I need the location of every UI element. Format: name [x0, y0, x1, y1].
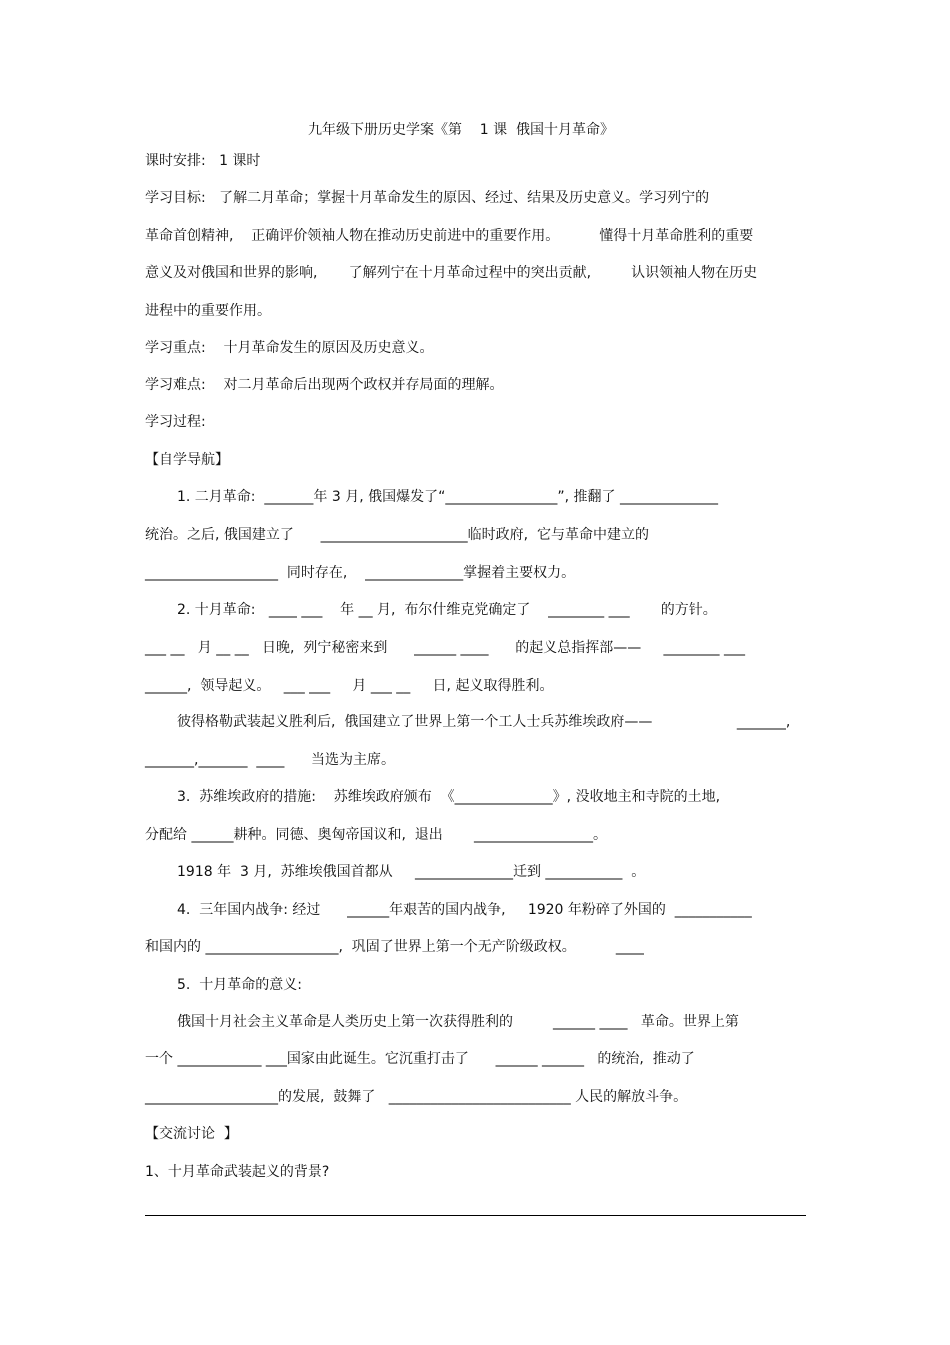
self-study-heading: 【自学导航】 [145, 452, 229, 468]
item-5-heading: 5. 十月革命的意义: [177, 977, 302, 993]
item-4-line-2: 和国内的 ___________________, 巩固了世界上第一个无产阶级政权。 ____ [145, 939, 644, 955]
key-point-line: 学习重点: 十月革命发生的原因及历史意义。 [145, 340, 434, 356]
item-1-line-2: 统治。之后, 俄国建立了 _____________________临时政府, 它与革命中建立的 [145, 527, 649, 543]
item-3-line-3: 1918 年 3 月, 苏维埃俄国首都从 ______________迁到 ___________ 。 [177, 864, 646, 880]
item-5-line-1: 俄国十月社会主义革命是人类历史上第一次获得胜利的 ______ ____ 革命。世界上第 [177, 1014, 739, 1030]
item-3-line-2: 分配给 ______耕种。同德、奥匈帝国议和, 退出 _________________。 [145, 827, 607, 843]
item-5-line-3: ___________________的发展, 鼓舞了 __________________________ 人民的解放斗争。 [145, 1089, 688, 1105]
objective-line-2: 革命首创精神, 正确评价领袖人物在推动历史前进中的重要作用。 懂得十月革命胜利的重要 [145, 228, 754, 244]
discussion-question-1: 1、十月革命武装起义的背景? [145, 1164, 330, 1180]
item-2-line-5: _______,_______ ____ 当选为主席。 [145, 752, 396, 768]
item-2-line-4: 彼得格勒武装起义胜利后, 俄国建立了世界上第一个工人士兵苏维埃政府—— _______, [177, 714, 791, 730]
process-heading: 学习过程: [145, 414, 206, 430]
answer-line [145, 1215, 806, 1216]
objective-line-4: 进程中的重要作用。 [145, 303, 271, 319]
objective-line-1: 学习目标: 了解二月革命；掌握十月革命发生的原因、经过、结果及历史意义。学习列宁的 [145, 190, 710, 206]
item-2-line-3: ______, 领导起义。 ___ ___ 月 ___ __ 日, 起义取得胜利。 [145, 678, 554, 694]
page-title: 九年级下册历史学案《第 1 课 俄国十月革命》 [308, 122, 615, 138]
discussion-heading: 【交流讨论 】 [145, 1126, 238, 1142]
lesson-time-line: 课时安排: 1 课时 [145, 153, 261, 169]
item-3-line-1: 3. 苏维埃政府的措施: 苏维埃政府颁布 《______________》, 没收地主和寺院的土地, [177, 789, 721, 805]
item-1-line-1: 1. 二月革命: _______年 3 月, 俄国爆发了“________________”, 推翻了 ______________ [177, 489, 718, 505]
objective-line-3: 意义及对俄国和世界的影响, 了解列宁在十月革命过程中的突出贡献, 认识领袖人物在历史 [145, 265, 758, 281]
item-4-line-1: 4. 三年国内战争: 经过 ______年艰苦的国内战争, 1920 年粉碎了外国的 ___________ [177, 902, 752, 918]
item-2-line-1: 2. 十月革命: ____ ___ 年 __ 月, 布尔什维克党确定了 ________ ___ 的方针。 [177, 602, 717, 618]
item-2-line-2: ___ __ 月 __ __ 日晚, 列宁秘密来到 ______ ____ 的起义总指挥部—— ________ ___ [145, 640, 745, 656]
item-1-line-3: ___________________ 同时存在, ______________掌握着主要权力。 [145, 565, 576, 581]
item-5-line-2: 一个 ____________ ___国家由此诞生。它沉重打击了 ______ ______ 的统治, 推动了 [145, 1051, 695, 1067]
difficulty-line: 学习难点: 对二月革命后出现两个政权并存局面的理解。 [145, 377, 504, 393]
